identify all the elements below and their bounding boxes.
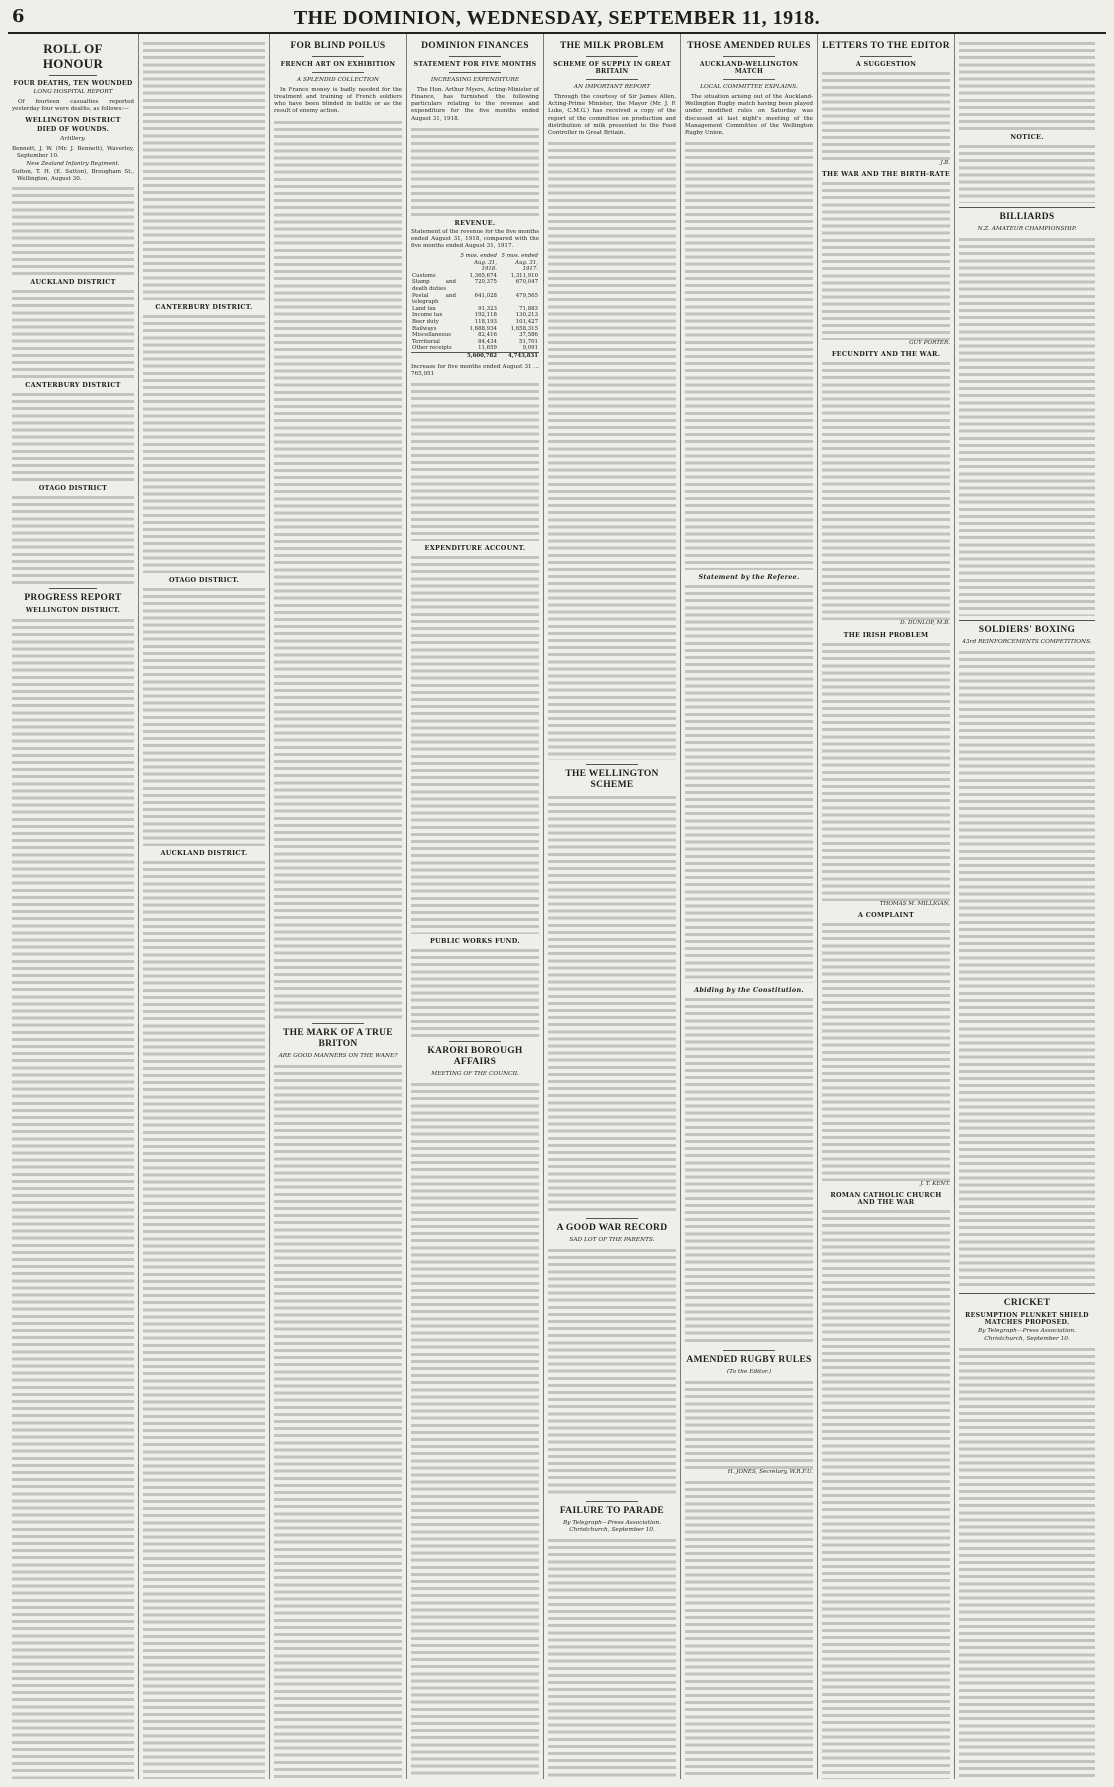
text-filler [143, 40, 265, 300]
headline-dominion-finances: DOMINION FINANCES [421, 41, 529, 51]
district-heading: CANTERBURY DISTRICT [25, 381, 121, 390]
headline-wellington-scheme: THE WELLINGTON SCHEME [565, 768, 659, 790]
text-filler [959, 236, 1095, 616]
divider [449, 1041, 500, 1042]
text-filler [822, 70, 950, 160]
cell-value: 720,375 [474, 279, 497, 286]
signature: J. T. KENT. [920, 1180, 950, 1187]
article-paragraph: In France money is badly needed for the treatment and training of French soldiers who have been blinded in battle or as the result of enemy action. [274, 87, 402, 115]
district-heading: AUCKLAND DISTRICT [30, 278, 116, 287]
text-filler [959, 143, 1095, 203]
headline-failure-to-parade: FAILURE TO PARADE [559, 1505, 665, 1516]
column-roll-of-honour [8, 34, 139, 1779]
text-filler [411, 554, 539, 934]
headline-milk-problem: THE MILK PROBLEM [559, 41, 665, 51]
district-heading: OTAGO DISTRICT [38, 484, 108, 493]
table-row [411, 319, 539, 326]
cell-value: 1,658,315 [510, 325, 538, 332]
subsubhead-expenditure: INCREASING EXPENDITURE [430, 77, 520, 84]
divider [586, 79, 637, 80]
subhead-parents: SAD LOT OF THE PARENTS. [569, 1236, 655, 1243]
text-filler [548, 1537, 676, 1779]
row-label: Customs [412, 272, 436, 279]
columns [8, 34, 1106, 1779]
cell-value: 84,434 [478, 338, 497, 345]
divider [723, 56, 774, 57]
list-item: Sutton, T. H. (E. Sutton), Brougham St., Wellington, August 30. [12, 168, 134, 183]
text-filler [12, 617, 134, 1780]
divider [860, 56, 911, 57]
signature: J.B. [940, 160, 950, 167]
expenditure-heading: EXPENDITURE ACCOUNT. [424, 543, 526, 552]
masthead [8, 4, 1106, 34]
article-paragraph: The situation arising out of the Auckland-Wellington Rugby match having been played under modified rules on Saturday was discussed at last night's meeting of the Management Committee of the Wellington Rugby Union. [685, 94, 813, 136]
column-dominion-finances [407, 34, 544, 1779]
table-row [411, 332, 539, 339]
cell-value: 91,323 [478, 305, 497, 312]
public-works-heading: PUBLIC WORKS FUND. [430, 936, 520, 945]
table-row [411, 306, 539, 313]
cell-value: 51,701 [519, 338, 538, 345]
section-heading: Statement by the Referee. [698, 572, 800, 581]
roll-intro: Of fourteen casualties reported yesterday four were deaths, as follows:— [12, 99, 134, 113]
table-row [411, 273, 539, 280]
text-filler [411, 126, 539, 216]
table-row [411, 312, 539, 319]
divider [959, 620, 1095, 621]
table-row [411, 293, 539, 306]
divider [586, 1501, 637, 1502]
row-label: Postal and telegraph [412, 292, 456, 306]
cell-value: 118,193 [474, 318, 497, 325]
signature: H. JONES, Secretary, W.R.F.U. [727, 1469, 813, 1476]
column-header: 5 mos. ended Aug. 31, 1917. [501, 253, 538, 273]
divider [723, 1350, 774, 1351]
table-row [411, 345, 539, 352]
subhead-roll: FOUR DEATHS, TEN WOUNDED [13, 80, 133, 87]
cell-value: 130,213 [515, 312, 538, 319]
row-label: Stamp and death duties [412, 279, 456, 292]
revenue-caption: Statement of the revenue for the five months ended August 31, 1918, compared with the five months ended August 31, 1917. [411, 228, 539, 249]
cell-value: 1,311,910 [510, 272, 538, 279]
column-letters [818, 34, 955, 1779]
headline-amended-rules: THOSE AMENDED RULES [687, 41, 811, 51]
headline-karori: KARORI BOROUGH AFFAIRS [427, 1045, 523, 1067]
text-filler [822, 641, 950, 901]
headline-roll-of-honour: ROLL OF HONOUR [42, 41, 104, 71]
text-filler [12, 185, 134, 275]
subhead-championship: N.Z. AMATEUR CHAMPIONSHIP. [977, 226, 1077, 233]
table-row [411, 339, 539, 346]
cell-value: 82,416 [478, 332, 497, 339]
subhead-good-manners: ARE GOOD MANNERS ON THE WANE? [278, 1052, 398, 1059]
text-filler [411, 381, 539, 541]
divider [959, 1293, 1095, 1294]
subhead-karori: MEETING OF THE COUNCIL [431, 1070, 519, 1077]
letter-title: A COMPLAINT [857, 910, 915, 919]
text-filler [274, 119, 402, 1019]
text-filler [548, 140, 676, 760]
text-filler [959, 649, 1095, 1289]
text-filler [685, 140, 813, 570]
divider [312, 1023, 363, 1024]
column-hospital-list [139, 34, 270, 1779]
headline-letters: LETTERS TO THE EDITOR [822, 41, 950, 51]
letter-title: FECUNDITY AND THE WAR. [831, 350, 941, 359]
district-heading: OTAGO DISTRICT. [168, 576, 240, 585]
letter-title: A SUGGESTION [855, 60, 917, 68]
subhead-match: AUCKLAND-WELLINGTON MATCH [699, 61, 799, 76]
dateline: By Telegraph—Press Association. Christchurch, September 10. [562, 1519, 661, 1534]
divider [449, 72, 500, 73]
notice-heading: NOTICE. [1010, 133, 1044, 141]
subhead-milk-scheme: SCHEME OF SUPPLY IN GREAT BRITAIN [553, 61, 671, 76]
subhead-five-months: STATEMENT FOR FIVE MONTHS [413, 61, 537, 68]
text-filler [12, 288, 134, 378]
cell-value: 9,091 [522, 345, 538, 352]
text-filler [411, 1081, 539, 1779]
text-filler [548, 1247, 676, 1497]
cell-value: 37,586 [519, 332, 538, 339]
cell-value: 1,688,934 [469, 325, 497, 332]
cell-value: 11,659 [478, 345, 497, 352]
signature: GUY PORTER. [909, 340, 950, 347]
divider [312, 72, 363, 73]
article-paragraph: Through the courtesy of Sir James Allen, Acting-Prime Minister, the Mayor (Mr. J. P. Luke, C.M.G.) has received a copy of the report of the committee on production and distribution of milk presented to the Food Controller in Great Britain. [548, 94, 676, 136]
masthead-title: THE DOMINION, WEDNESDAY, SEPTEMBER 11, 1918. [293, 6, 821, 29]
letter-title: THE IRISH PROBLEM [843, 630, 929, 639]
text-filler [822, 921, 950, 1181]
text-filler [548, 794, 676, 1214]
divider [586, 764, 637, 765]
divider [723, 79, 774, 80]
divider [959, 207, 1095, 208]
signature: D. DUNLOP, M.B. [900, 620, 950, 627]
letter-title: ROMAN CATHOLIC CHURCH AND THE WAR [830, 1190, 942, 1207]
divider [449, 56, 500, 57]
column-blind-poilus [270, 34, 407, 1779]
cell-value: 670,047 [515, 279, 538, 286]
row-label: Other receipts [412, 345, 452, 352]
total-value: 4,743,831 [498, 352, 539, 359]
text-filler [959, 1346, 1095, 1779]
headline-blind-poilus: FOR BLIND POILUS [290, 41, 386, 51]
subsubhead-collection: A SPLENDID COLLECTION [296, 77, 380, 84]
casualty-list [12, 146, 134, 183]
list-item: New Zealand Infantry Regiment. [26, 160, 120, 167]
cell-value: 479,565 [515, 292, 538, 299]
table-row [411, 326, 539, 333]
district-subheading: DIED OF WOUNDS. [36, 126, 110, 134]
subhead-reinforcements: 43rd REINFORCEMENTS COMPETITIONS. [962, 639, 1092, 646]
headline-billiards: BILLIARDS [999, 212, 1055, 223]
text-filler [685, 1479, 813, 1779]
increase-line: Increase for five months ended August 31 ... 765,951 [411, 363, 539, 377]
column-sport [955, 34, 1099, 1779]
district-heading: AUCKLAND DISTRICT. [160, 849, 248, 858]
column-amended-rules [681, 34, 818, 1779]
text-filler [411, 947, 539, 1037]
signature: THOMAS M. MILLIGAN. [879, 900, 950, 907]
text-filler [274, 1063, 402, 1779]
subhead-to-editor: (To the Editor.) [726, 1369, 772, 1376]
cell-value: 192,118 [474, 312, 497, 319]
section-heading: Abiding by the Constitution. [694, 985, 804, 994]
column-header: 5 mos. ended Aug. 31, 1918. [460, 253, 497, 273]
dateline: By Telegraph—Press Association. Christchurch, September 10. [977, 1328, 1076, 1342]
total-value: 5,600,782 [457, 352, 498, 359]
row-label: Land tax [412, 305, 436, 312]
text-filler [143, 859, 265, 1779]
subsubhead-roll: LONG HOSPITAL REPORT [33, 89, 113, 96]
row-label: Income tax [412, 312, 443, 319]
text-filler [685, 1379, 813, 1469]
subhead-french-art: FRENCH ART ON EXHIBITION [280, 61, 396, 68]
row-label: Beer duty [412, 318, 439, 325]
column-milk-problem [544, 34, 681, 1779]
subhead-progress: WELLINGTON DISTRICT. [25, 607, 121, 615]
divider [586, 56, 637, 57]
text-filler [143, 313, 265, 573]
text-filler [822, 360, 950, 620]
text-filler [12, 494, 134, 584]
unit-heading: Artillery. [60, 135, 86, 142]
list-item: Bennett, J. W. (Mr. J. Bennett), Waverley, September 10. [12, 145, 134, 159]
district-heading: WELLINGTON DISTRICT [25, 116, 121, 125]
subsubhead-committee: LOCAL COMMITTEE EXPLAINS. [700, 84, 798, 91]
headline-soldiers-boxing: SOLDIERS' BOXING [978, 625, 1076, 636]
revenue-table [411, 253, 539, 360]
row-label: Miscellaneous [412, 332, 452, 339]
cell-value: 1,365,674 [469, 272, 497, 279]
text-filler [822, 1208, 950, 1779]
headline-amended-rugby-rules: AMENDED RUGBY RULES [686, 1355, 812, 1366]
headline-good-war-record: A GOOD WAR RECORD [556, 1222, 668, 1233]
divider [586, 1218, 637, 1219]
subsubhead-milk-report: AN IMPORTANT REPORT [573, 84, 651, 91]
text-filler [822, 180, 950, 340]
cell-value: 71,883 [519, 305, 538, 312]
text-filler [685, 583, 813, 983]
divider [312, 56, 363, 57]
row-label: Territorial [412, 338, 440, 345]
headline-true-briton: THE MARK OF A TRUE BRITON [283, 1027, 393, 1049]
cell-value: 641,028 [474, 292, 497, 299]
page-number: 6 [12, 6, 25, 27]
text-filler [12, 391, 134, 481]
revenue-heading: REVENUE. [454, 218, 496, 227]
letter-title: THE WAR AND THE BIRTH-RATE [822, 170, 950, 179]
text-filler [143, 586, 265, 846]
headline-cricket: CRICKET [1003, 1298, 1051, 1309]
divider [49, 588, 98, 589]
article-paragraph: The Hon. Arthur Myers, Acting-Minister of Finance, has furnished the following particulars relating to the revenue and expenditure for the five months ended August 31, 1918. [411, 87, 539, 122]
divider [49, 75, 98, 76]
table-total-row [411, 352, 539, 359]
cell-value: 101,427 [515, 318, 538, 325]
subhead-plunket-shield: RESUMPTION PLUNKET SHIELD MATCHES PROPOSED. [965, 1312, 1089, 1327]
headline-progress-report: PROGRESS REPORT [24, 593, 122, 604]
row-label: Railways [412, 325, 437, 332]
table-row [411, 279, 539, 292]
text-filler [685, 996, 813, 1346]
district-heading: CANTERBURY DISTRICT. [155, 303, 253, 311]
text-filler [959, 40, 1095, 130]
